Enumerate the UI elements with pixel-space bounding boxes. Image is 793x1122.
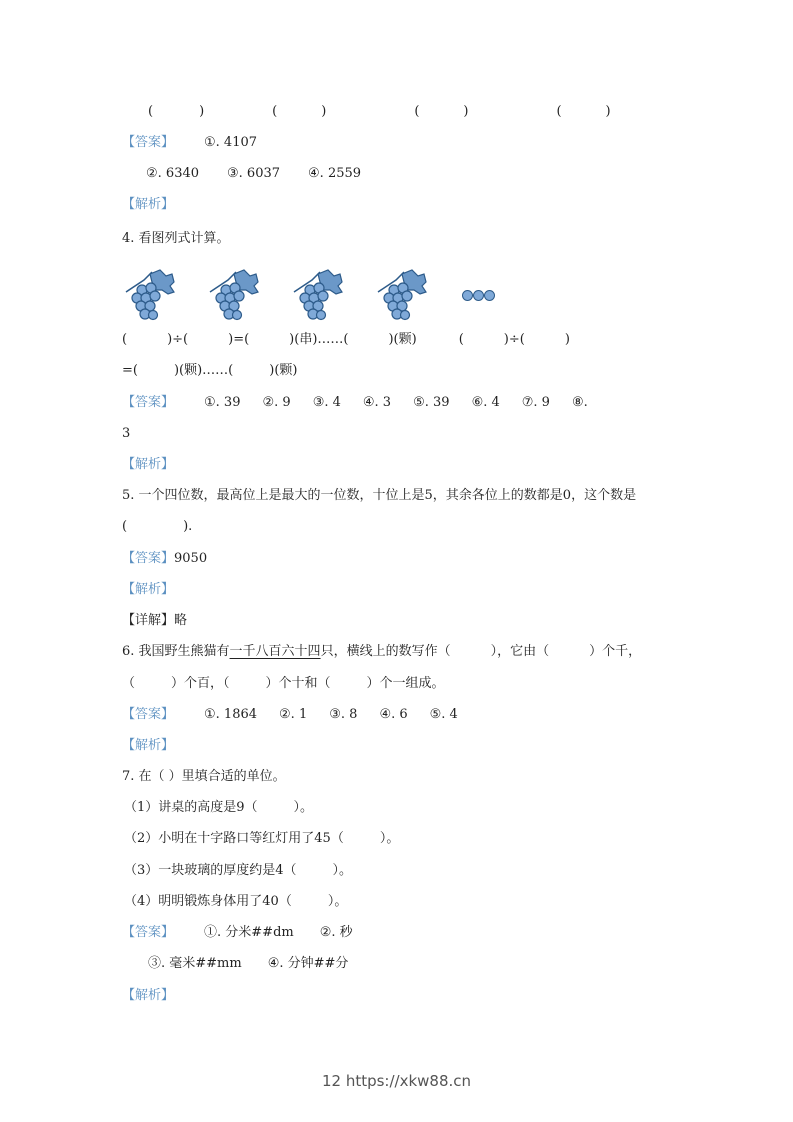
answer-item: ②. 9 bbox=[262, 395, 291, 410]
blank-open: ( bbox=[556, 104, 562, 119]
answer-label: 【答案】 bbox=[122, 551, 175, 566]
blank-open: ( bbox=[122, 519, 128, 534]
question-text: 4. 看图列式计算。 bbox=[122, 231, 230, 246]
q6-text-line-2 bbox=[122, 675, 445, 693]
question-text: 5. 一个四位数，最高位上是最大的一位数，十位上是5，其余各位上的数都是0，这个数是 bbox=[122, 488, 637, 503]
blank-open: ( bbox=[414, 104, 420, 119]
question-text: ），它由（ bbox=[490, 644, 550, 659]
underlined-number: 一千八百六十四 bbox=[229, 644, 321, 659]
q4-analysis bbox=[122, 456, 174, 474]
answer-item: ①. 4107 bbox=[204, 135, 258, 150]
answer-item: ②. 秒 bbox=[319, 925, 353, 940]
q5-text bbox=[122, 487, 636, 505]
q3-answer-row bbox=[122, 134, 257, 152]
answer-item: ①. 39 bbox=[204, 395, 241, 410]
q5-analysis bbox=[122, 581, 174, 599]
sub-question: （2）小明在十字路口等红灯用了45（ bbox=[124, 831, 344, 846]
equation-part: )÷( bbox=[167, 332, 189, 347]
answer-item: ④. 6 bbox=[379, 707, 408, 722]
sub-question: （4）明明锻炼身体用了40（ bbox=[124, 894, 292, 909]
equation-part: )(颗) bbox=[269, 363, 298, 378]
question-text: ）个百，（ bbox=[171, 676, 230, 691]
q4-answer-row bbox=[122, 394, 588, 412]
q4-title bbox=[122, 230, 230, 248]
blank-close: ) bbox=[605, 104, 611, 119]
answer-item: ④. 分钟##分 bbox=[267, 956, 349, 971]
equation-part: =( bbox=[122, 363, 138, 378]
q7-item-2 bbox=[124, 830, 399, 848]
equation-part: )÷( bbox=[503, 332, 525, 347]
blank-open: ( bbox=[148, 104, 154, 119]
blank-close: ) bbox=[321, 104, 327, 119]
answer-item: ③. 毫米##mm bbox=[148, 956, 242, 971]
answer-item: ②. 6340 bbox=[146, 166, 200, 181]
answer-item: ③. 6037 bbox=[227, 166, 281, 181]
blank-close: ) bbox=[463, 104, 469, 119]
page-footer bbox=[0, 1072, 793, 1090]
question-text: ）个千， bbox=[589, 644, 642, 659]
equation-part: ( bbox=[458, 332, 464, 347]
answer-label: 【答案】 bbox=[122, 395, 175, 410]
q7-item-1 bbox=[124, 799, 313, 817]
q7-title bbox=[122, 768, 286, 786]
equation-part: )(颗) bbox=[388, 332, 417, 347]
equation-part: ) bbox=[564, 332, 570, 347]
equation-part: ( bbox=[122, 332, 128, 347]
q7-answer-row-2 bbox=[148, 955, 348, 973]
answer-item: ②. 1 bbox=[279, 707, 308, 722]
answer-item: ⑦. 9 bbox=[521, 395, 550, 410]
question-text: ）个十和（ bbox=[265, 676, 331, 691]
grape-bunch-icon bbox=[374, 268, 434, 324]
q7-answer-row bbox=[122, 924, 353, 942]
answer-item: ③. 4 bbox=[312, 395, 341, 410]
q5-answer-row bbox=[122, 550, 207, 568]
analysis-label: 【解析】 bbox=[122, 582, 175, 597]
q3-blanks-row bbox=[148, 103, 611, 121]
answer-item: ⑥. 4 bbox=[471, 395, 500, 410]
question-text: 只，横线上的数写作（ bbox=[320, 644, 451, 659]
answer-item: 3 bbox=[122, 426, 131, 441]
sub-question: ）。 bbox=[293, 800, 314, 815]
equation-part: )(颗)……( bbox=[173, 363, 234, 378]
q5-blank bbox=[122, 518, 192, 536]
q6-answer-row bbox=[122, 706, 458, 724]
q7-item-4 bbox=[124, 893, 347, 911]
sub-question: ）。 bbox=[332, 863, 353, 878]
blank-close: ) bbox=[199, 104, 205, 119]
equation-part: )(串)……( bbox=[289, 332, 349, 347]
equation-part: )=( bbox=[228, 332, 250, 347]
answer-item: ③. 8 bbox=[329, 707, 358, 722]
analysis-label: 【解析】 bbox=[122, 457, 175, 472]
answer-item: ⑤. 39 bbox=[413, 395, 450, 410]
answer-item: ⑧. bbox=[571, 395, 588, 410]
detail-text: 略 bbox=[174, 613, 188, 628]
footer-url: https://xkw88.cn bbox=[345, 1072, 472, 1090]
blank-open: ( bbox=[272, 104, 278, 119]
question-text: 7. 在（ ）里填合适的单位。 bbox=[122, 769, 286, 784]
detail-label: 【详解】 bbox=[122, 613, 175, 628]
q7-item-3 bbox=[124, 862, 352, 880]
question-text: （ bbox=[122, 676, 136, 691]
analysis-label: 【解析】 bbox=[122, 988, 175, 1003]
answer-item: ①. 分米##dm bbox=[204, 925, 294, 940]
analysis-label: 【解析】 bbox=[122, 197, 175, 212]
q3-analysis bbox=[122, 196, 174, 214]
grape-bunch-icon bbox=[206, 268, 266, 324]
answer-item: ④. 3 bbox=[362, 395, 392, 410]
answer-item: ①. 1864 bbox=[204, 707, 258, 722]
q6-analysis bbox=[122, 737, 174, 755]
q3-answer-row-2 bbox=[146, 165, 361, 183]
answer-label: 【答案】 bbox=[122, 707, 175, 722]
q6-text-line-1 bbox=[122, 643, 641, 661]
question-text: 6. 我国野生熊猫有 bbox=[122, 644, 230, 659]
answer-item: ④. 2559 bbox=[308, 166, 362, 181]
answer-label: 【答案】 bbox=[122, 925, 175, 940]
q4-answer-wrap bbox=[122, 425, 130, 443]
page-number: 12 bbox=[321, 1072, 342, 1090]
grape-figure bbox=[122, 268, 522, 328]
analysis-label: 【解析】 bbox=[122, 738, 175, 753]
question-text: ）个一组成。 bbox=[366, 676, 445, 691]
q4-equation-line-2 bbox=[122, 362, 297, 380]
sub-question: ）。 bbox=[327, 894, 348, 909]
q7-analysis bbox=[122, 987, 174, 1005]
grape-bunch-icon bbox=[290, 268, 350, 324]
sub-question: （3）一块玻璃的厚度约是4（ bbox=[124, 863, 297, 878]
sub-question: （1）讲桌的高度是9（ bbox=[124, 800, 258, 815]
sub-question: ）。 bbox=[379, 831, 400, 846]
q4-equation-line-1 bbox=[122, 331, 570, 349]
loose-grapes-icon bbox=[462, 290, 495, 305]
grape-bunch-icon bbox=[122, 268, 182, 324]
answer-item: 9050 bbox=[174, 551, 208, 566]
blank-close: ). bbox=[183, 519, 193, 534]
answer-item: ⑤. 4 bbox=[429, 707, 458, 722]
q5-detail bbox=[122, 612, 187, 630]
answer-label: 【答案】 bbox=[122, 135, 175, 150]
